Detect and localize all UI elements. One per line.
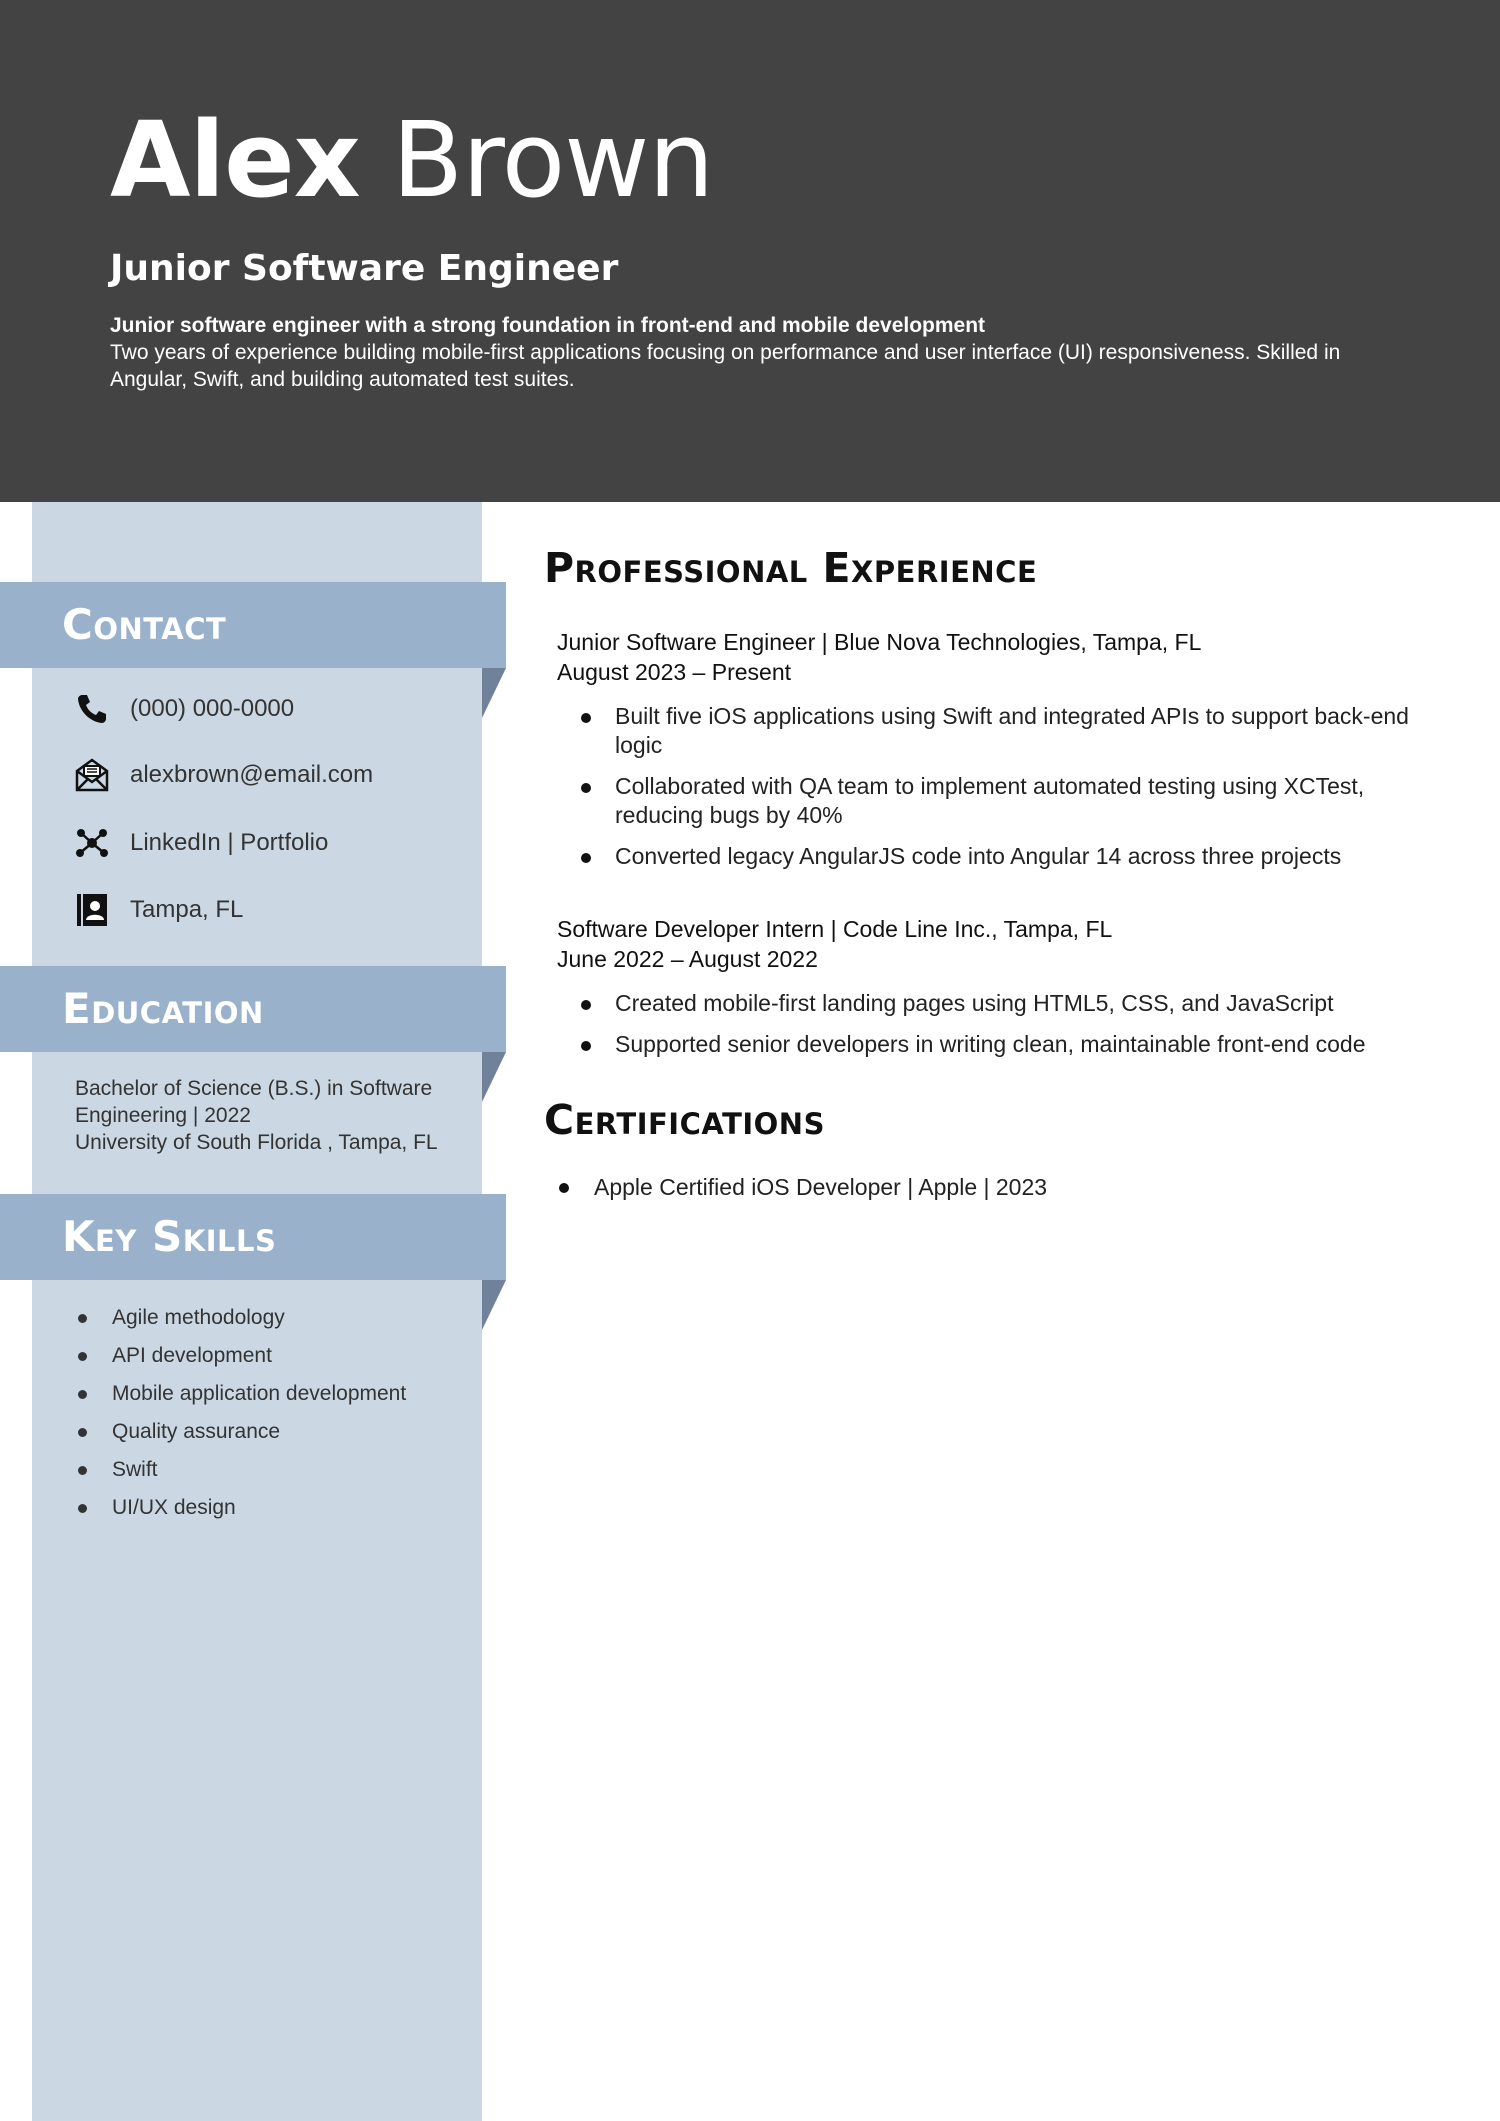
phone-icon <box>74 691 110 727</box>
contact-section-bar <box>0 582 506 668</box>
job-bullet: Created mobile-first landing pages using HTML5, CSS, and JavaScript <box>557 989 1437 1018</box>
job-bullet: Collaborated with QA team to implement automated testing using XCTest, reducing bugs by 40% <box>557 772 1437 830</box>
job-heading: Junior Software Engineer | Blue Nova Technologies, Tampa, FL <box>557 629 1202 655</box>
skill-item: Mobile application development <box>74 1378 406 1416</box>
fold-decoration <box>482 1052 506 1102</box>
first-name: Alex <box>110 99 360 221</box>
job-bullet: Built five iOS applications using Swift and integrated APIs to support back-end logic <box>557 702 1437 760</box>
job-bullets <box>557 702 1437 883</box>
skill-item: API development <box>74 1340 406 1378</box>
job-bullet: Supported senior developers in writing clean, maintainable front-end code <box>557 1030 1437 1059</box>
school-text: University of South Florida , Tampa, FL <box>75 1131 438 1154</box>
header-banner <box>0 0 1500 502</box>
links-text: LinkedIn | Portfolio <box>130 829 329 856</box>
skill-item: Quality assurance <box>74 1416 406 1454</box>
job-title: Junior Software Engineer <box>110 248 619 289</box>
skills-heading: Key Skills <box>62 1212 277 1261</box>
skills-list <box>74 1302 406 1530</box>
job-heading: Software Developer Intern | Code Line Inc., Tampa, FL <box>557 916 1113 942</box>
education-heading: Education <box>62 984 264 1033</box>
job-dates: June 2022 – August 2022 <box>557 946 818 972</box>
fold-decoration <box>482 1280 506 1330</box>
skill-item: UI/UX design <box>74 1492 406 1530</box>
network-icon <box>74 825 110 861</box>
education-entry <box>75 1075 475 1156</box>
skill-item: Swift <box>74 1454 406 1492</box>
certifications-list <box>557 1172 1437 1202</box>
certification-item: Apple Certified iOS Developer | Apple | 2023 <box>557 1172 1437 1202</box>
envelope-icon <box>74 757 110 793</box>
experience-heading: Professional Experience <box>544 544 1038 592</box>
job-bullet: Converted legacy AngularJS code into Angular 14 across three projects <box>557 842 1437 871</box>
last-name: Brown <box>391 99 714 221</box>
summary-body: Two years of experience building mobile-first applications focusing on performance and user interface (UI) responsiveness. Skilled in Angular, Swift, and building automated test suites. <box>110 341 1341 391</box>
education-section-bar <box>0 966 506 1052</box>
contact-location[interactable] <box>74 890 243 930</box>
summary <box>110 312 1400 393</box>
contact-phone[interactable] <box>74 689 294 729</box>
full-name <box>110 99 714 221</box>
degree-text: Bachelor of Science (B.S.) in Software Engineering | 2022 <box>75 1077 433 1127</box>
contact-email[interactable] <box>74 755 373 795</box>
email-text: alexbrown@email.com <box>130 761 374 788</box>
summary-headline: Junior software engineer with a strong foundation in front-end and mobile development <box>110 314 986 337</box>
skill-item: Agile methodology <box>74 1302 406 1340</box>
contact-card-icon <box>74 892 110 928</box>
job-bullets <box>557 989 1437 1071</box>
contact-links[interactable] <box>74 823 328 863</box>
phone-text: (000) 000-0000 <box>130 695 295 722</box>
skills-section-bar <box>0 1194 506 1280</box>
location-text: Tampa, FL <box>130 896 244 923</box>
contact-heading: Contact <box>62 600 227 649</box>
fold-decoration <box>482 668 506 718</box>
certifications-heading: Certifications <box>544 1096 825 1144</box>
job-dates: August 2023 – Present <box>557 659 791 685</box>
